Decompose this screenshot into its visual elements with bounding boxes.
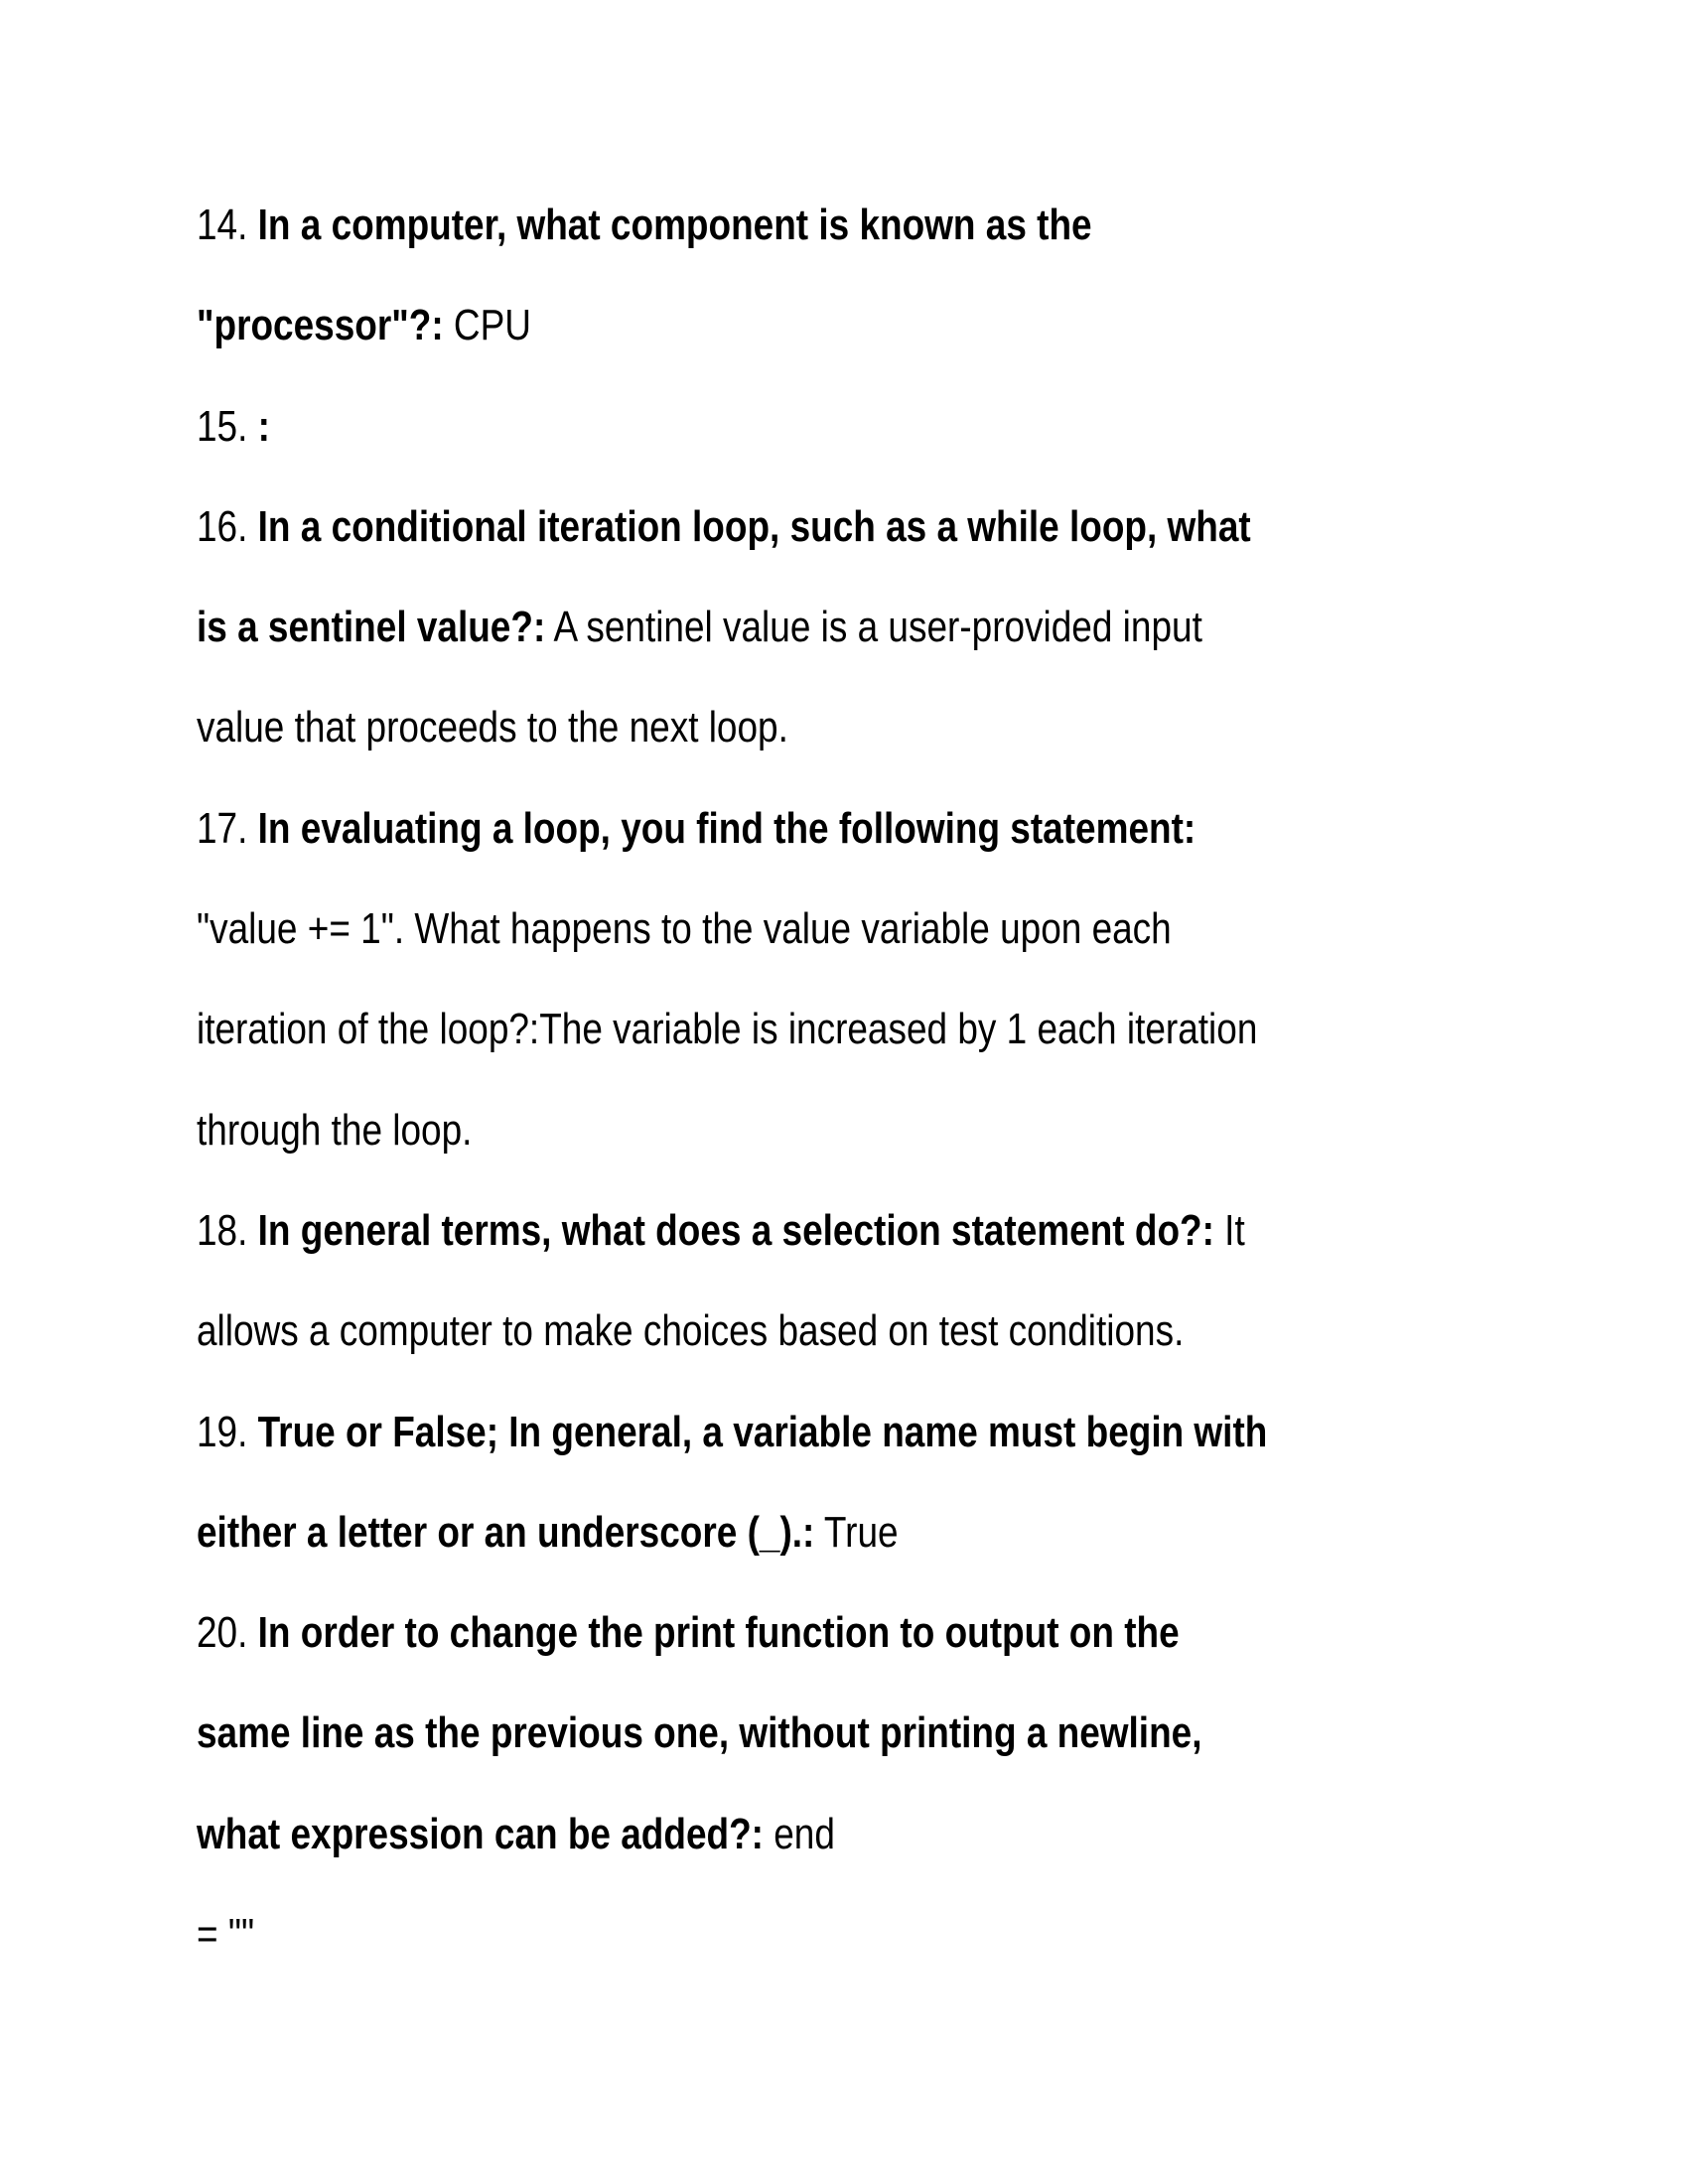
question-text: either a letter or an underscore (_).: bbox=[197, 1507, 815, 1557]
answer-text: True bbox=[814, 1507, 899, 1557]
text-line bbox=[197, 1683, 1364, 1783]
text-line bbox=[197, 1382, 1364, 1482]
text-line bbox=[197, 778, 1364, 879]
answer-text: 16. bbox=[197, 501, 258, 551]
document-body bbox=[197, 175, 1587, 1984]
answer-text: = "" bbox=[197, 1910, 255, 1960]
text-line bbox=[197, 1884, 1364, 1984]
answer-text: iteration of the loop?:The variable is increased by 1 each iteration bbox=[197, 1005, 1258, 1054]
answer-text: 14. bbox=[197, 201, 258, 249]
answer-text: value that proceeds to the next loop. bbox=[197, 703, 788, 752]
answer-text: 19. bbox=[197, 1407, 258, 1456]
text-line bbox=[197, 275, 1364, 375]
text-line bbox=[197, 1582, 1364, 1683]
text-line bbox=[197, 1080, 1364, 1180]
question-text: In a conditional iteration loop, such as a while loop, what bbox=[257, 501, 1251, 551]
answer-text: 17. bbox=[197, 803, 258, 853]
text-line bbox=[197, 1281, 1364, 1381]
question-text: In evaluating a loop, you find the following statement: bbox=[257, 803, 1196, 853]
answer-text: 20. bbox=[197, 1608, 258, 1658]
answer-text: through the loop. bbox=[197, 1105, 473, 1155]
text-line bbox=[197, 1180, 1364, 1281]
text-line bbox=[197, 376, 1364, 477]
question-text: same line as the previous one, without printing a newline, bbox=[197, 1708, 1202, 1758]
question-text: True or False; In general, a variable name must begin with bbox=[257, 1407, 1268, 1456]
answer-text: "value += 1". What happens to the value variable upon each bbox=[197, 904, 1172, 954]
answer-text: It bbox=[1213, 1205, 1245, 1255]
text-line bbox=[197, 677, 1364, 777]
text-line bbox=[197, 1784, 1364, 1884]
text-line bbox=[197, 477, 1364, 577]
answer-text: 18. bbox=[197, 1205, 258, 1255]
question-text: In order to change the print function to output on the bbox=[257, 1608, 1180, 1658]
question-text: : bbox=[257, 401, 270, 451]
text-line bbox=[197, 1482, 1364, 1582]
answer-text: end bbox=[763, 1809, 835, 1858]
question-text: what expression can be added?: bbox=[197, 1809, 764, 1858]
answer-text: CPU bbox=[443, 301, 531, 350]
question-text: In a computer, what component is known as the bbox=[257, 201, 1092, 249]
question-text: is a sentinel value?: bbox=[197, 603, 546, 652]
answer-text: allows a computer to make choices based on test conditions. bbox=[197, 1306, 1185, 1356]
answer-text: 15. bbox=[197, 401, 258, 451]
text-line bbox=[197, 577, 1364, 677]
text-line bbox=[197, 879, 1364, 979]
text-line bbox=[197, 175, 1364, 275]
text-line bbox=[197, 979, 1364, 1079]
question-text: In general terms, what does a selection statement do?: bbox=[257, 1205, 1214, 1255]
question-text: "processor"?: bbox=[197, 301, 444, 350]
answer-text: A sentinel value is a user-provided input bbox=[545, 603, 1202, 652]
